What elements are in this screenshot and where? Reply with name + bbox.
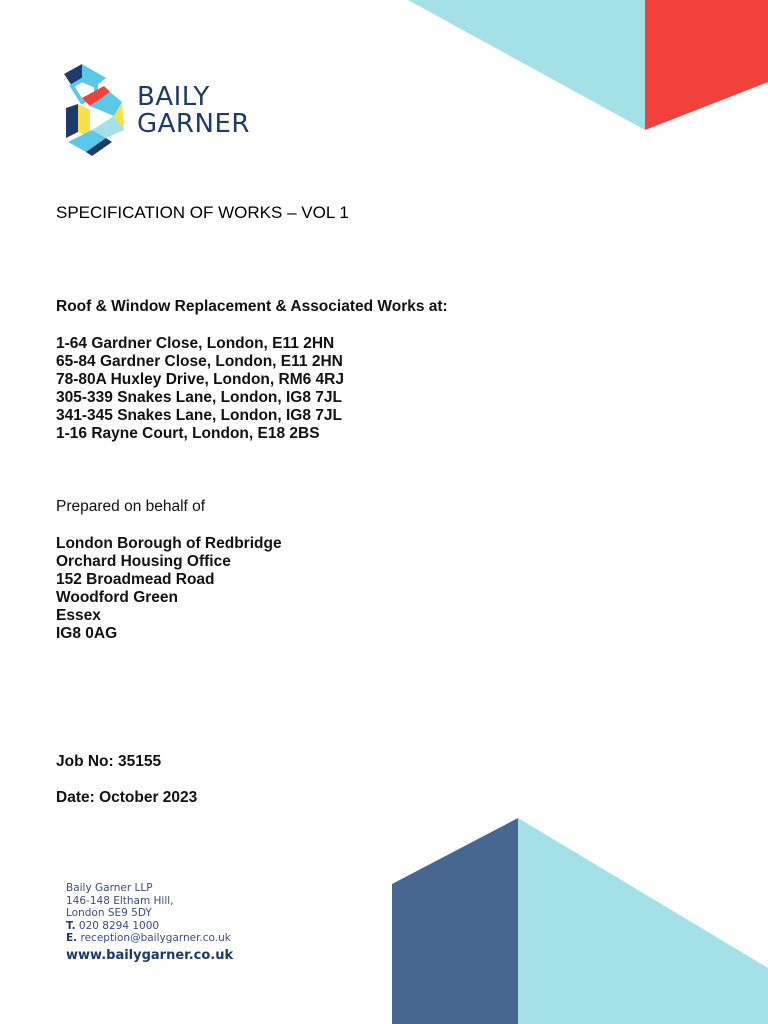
- email-link[interactable]: reception@bailygarner.co.uk: [80, 932, 231, 944]
- address-line: 1-16 Rayne Court, London, E18 2BS: [56, 425, 320, 442]
- footer-email: [66, 932, 231, 945]
- address-line: 1-64 Gardner Close, London, E11 2HN: [56, 335, 335, 352]
- bottom-steel-blue-shape: [392, 818, 518, 1024]
- bottom-light-blue-shape: [518, 818, 768, 1024]
- footer-address-2: London SE9 5DY: [66, 907, 152, 919]
- job-number: Job No: 35155: [56, 753, 162, 770]
- project-heading: Roof & Window Replacement & Associated Works at:: [56, 298, 448, 315]
- client-line: Essex: [56, 607, 101, 624]
- brand-line-2: GARNER: [137, 109, 250, 139]
- document-date: Date: October 2023: [56, 789, 198, 806]
- client-line: 152 Broadmead Road: [56, 571, 215, 588]
- client-line: IG8 0AG: [56, 625, 118, 642]
- address-line: 65-84 Gardner Close, London, E11 2HN: [56, 353, 343, 370]
- client-line: Orchard Housing Office: [56, 553, 231, 570]
- footer-address-1: 146-148 Eltham Hill,: [66, 894, 174, 907]
- address-line: 78-80A Huxley Drive, London, RM6 4RJ: [56, 371, 344, 388]
- brand-line-1: BAILY: [137, 82, 210, 112]
- tel-value: 020 8294 1000: [78, 919, 160, 932]
- top-light-blue-shape: [408, 0, 645, 130]
- tel-label: T.: [66, 919, 76, 932]
- address-line: 305-339 Snakes Lane, London, IG8 7JL: [56, 389, 342, 406]
- address-list: [56, 335, 344, 443]
- client-address: [56, 535, 282, 643]
- footer-contact: [66, 882, 231, 945]
- footer-company: Baily Garner LLP: [66, 882, 153, 894]
- prepared-label: Prepared on behalf of: [56, 498, 206, 515]
- address-line: 341-345 Snakes Lane, London, IG8 7JL: [56, 407, 342, 424]
- footer-telephone: [66, 920, 231, 933]
- client-line: Woodford Green: [56, 589, 178, 606]
- top-red-shape: [645, 0, 768, 130]
- document-title: SPECIFICATION OF WORKS – VOL 1: [56, 203, 349, 222]
- email-label: E.: [66, 932, 78, 944]
- brand-wordmark: [137, 84, 250, 138]
- website-link[interactable]: www.bailygarner.co.uk: [66, 948, 234, 963]
- client-line: London Borough of Redbridge: [56, 535, 282, 552]
